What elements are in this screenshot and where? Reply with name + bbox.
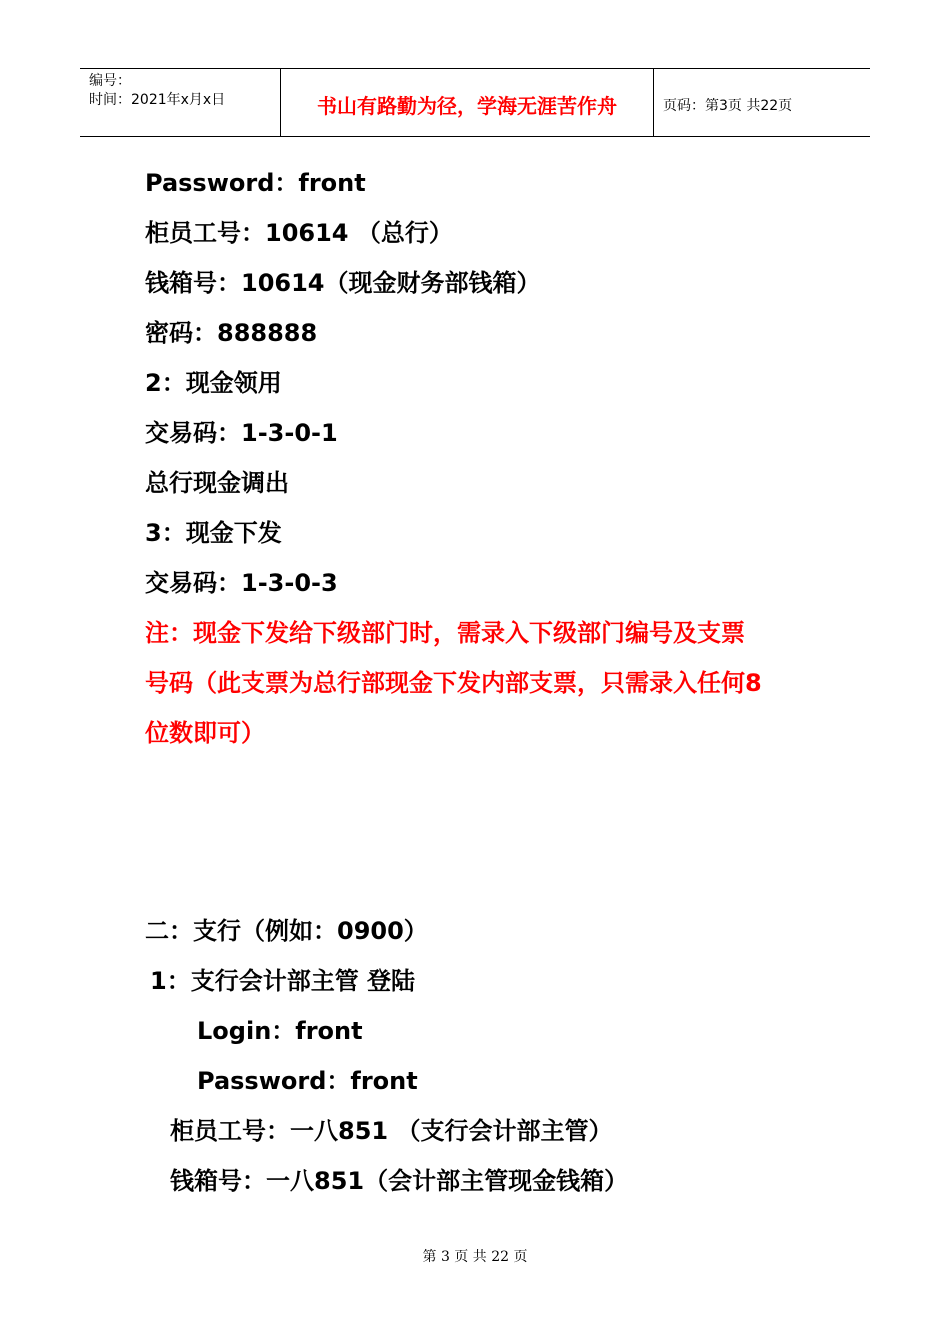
teller-id-line: 柜员工号：10614 （总行）	[145, 219, 453, 247]
number-label: 编号：	[89, 73, 131, 89]
time-label: 时间：2021年x月x日	[89, 92, 226, 108]
note-line: 位数即可）	[145, 719, 265, 747]
section-2-heading: 二：支行（例如：0900）	[145, 917, 428, 945]
note-line: 号码（此支票为总行部现金下发内部支票，只需录入任何8	[145, 669, 762, 697]
cashbox-line: 钱箱号：10614（现金财务部钱箱）	[145, 269, 541, 297]
step-3-heading: 3：现金下发	[145, 519, 282, 547]
header-meta-cell	[80, 69, 281, 136]
password-line: Password：front	[145, 169, 366, 197]
header-motto: 书山有路勤为径，学海无涯苦作舟	[281, 69, 654, 136]
teller-id-line-2: 柜员工号：一八851 （支行会计部主管）	[170, 1117, 613, 1145]
step-2-heading: 2：现金领用	[145, 369, 282, 397]
password-value-line: 密码：888888	[145, 319, 318, 347]
branch-login-heading: 1：支行会计部主管 登陆	[150, 967, 416, 995]
hq-cash-transfer-line: 总行现金调出	[145, 469, 289, 497]
transaction-code-line-2: 交易码：1-3-0-3	[145, 569, 338, 597]
page-header	[80, 68, 870, 137]
login-line: Login：front	[197, 1017, 363, 1045]
transaction-code-line: 交易码：1-3-0-1	[145, 419, 338, 447]
header-page-info: 页码：第3页 共22页	[663, 97, 793, 114]
cashbox-line-2: 钱箱号：一八851（会计部主管现金钱箱）	[170, 1167, 629, 1195]
password-line-2: Password：front	[197, 1067, 418, 1095]
note-line: 注：现金下发给下级部门时，需录入下级部门编号及支票	[145, 619, 745, 647]
page-footer: 第 3 页 共 22 页	[422, 1249, 528, 1265]
